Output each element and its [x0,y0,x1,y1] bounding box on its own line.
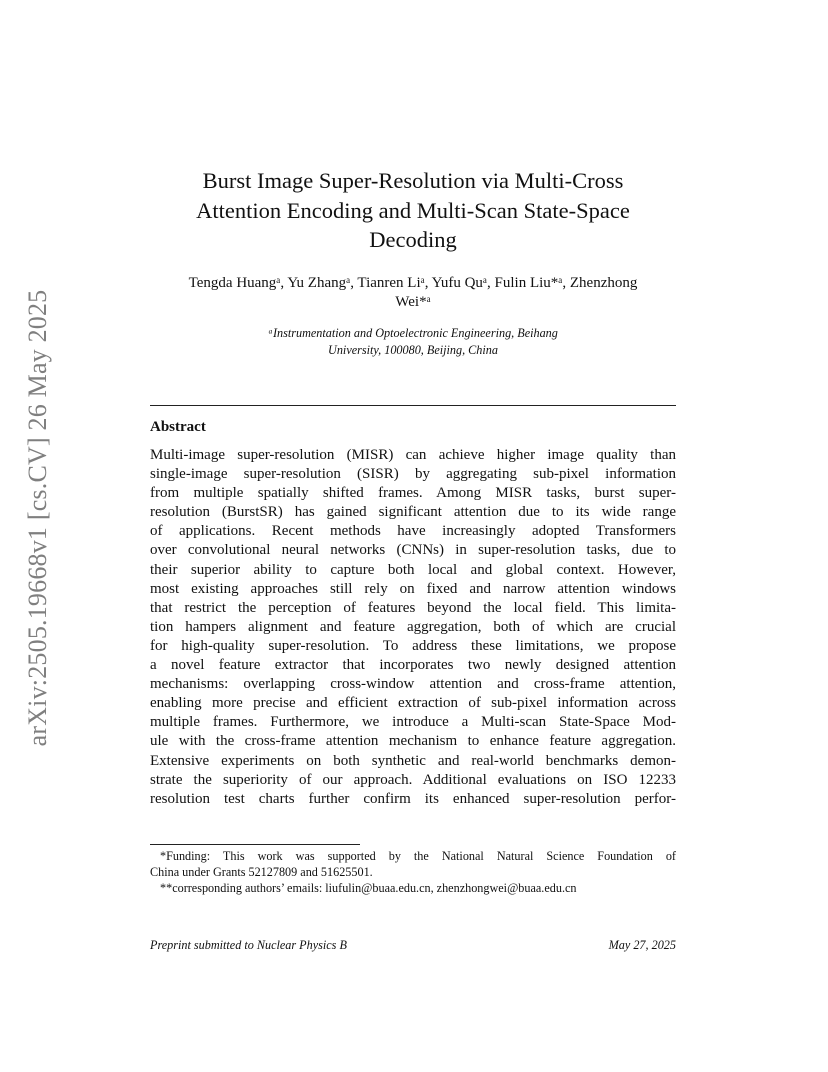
arxiv-identifier: arXiv:2505.19668v1 [cs.CV] 26 May 2025 [23,289,52,747]
affiliation-line: University, 100080, Beijing, China [328,343,498,357]
abstract-line: resolution (BurstSR) has gained significant attention due to its wide range [150,504,676,521]
abstract-line: of applications. Recent methods have increasingly adopted Transformers [150,523,676,540]
author-line: Tengda Huangᵃ, Yu Zhangᵃ, Tianren Liᵃ, Yufu Quᵃ, Fulin Liu*ᵃ, Zhenzhong [188,275,638,291]
author-line: Wei*ᵃ [395,294,431,310]
affiliation [150,325,676,359]
title-line: Attention Encoding and Multi-Scan State-Space [196,197,630,223]
footer-journal: Preprint submitted to Nuclear Physics B [150,938,347,952]
footer-date: May 27, 2025 [608,938,676,952]
abstract-line: ule with the cross-frame attention mechanism to enhance feature aggregation. [150,733,676,750]
footnote-funding-line: China under Grants 52127809 and 51625501. [150,865,373,879]
footnote-emails: **corresponding authors’ emails: liufulin@buaa.edu.cn, zhenzhongwei@buaa.edu.cn [160,881,577,895]
abstract-top-rule [150,405,676,406]
abstract-line: single-image super-resolution (SISR) by aggregating sub-pixel information [150,466,676,483]
footnote-rule [150,844,360,845]
abstract-line: that restrict the perception of features beyond the local field. This limita- [150,599,676,616]
abstract-line: multiple frames. Furthermore, we introduce a Multi-scan State-Space Mod- [150,714,676,731]
abstract-line: their superior ability to capture both local and global context. However, [150,561,676,578]
abstract-line: mechanisms: overlapping cross-window attention and cross-frame attention, [150,676,676,693]
paper-title [150,166,676,255]
abstract-line: Extensive experiments on both synthetic and real-world benchmarks demon- [150,752,676,769]
abstract-line: enabling more precise and efficient extraction of sub-pixel information across [150,695,676,712]
abstract-line: for high-quality super-resolution. To address these limitations, we propose [150,637,676,654]
title-line: Burst Image Super-Resolution via Multi-Cross [202,168,624,193]
author-list [150,274,676,312]
affiliation-line: ᵃInstrumentation and Optoelectronic Engineering, Beihang [268,326,558,340]
abstract-line: from multiple spatially shifted frames. Among MISR tasks, burst super- [150,485,676,502]
abstract-line: a novel feature extractor that incorporates two newly designed attention [150,657,676,674]
abstract-heading: Abstract [150,419,206,435]
abstract-line: tion hampers alignment and feature aggregation, both of which are crucial [150,618,676,635]
footnote-funding-line: *Funding: This work was supported by the National Natural Science Foundation of [160,849,676,863]
abstract-line: over convolutional neural networks (CNNs) in super-resolution tasks, due to [150,542,676,559]
abstract-line: most existing approaches still rely on fixed and narrow attention windows [150,580,676,597]
footnotes [150,848,676,896]
abstract-body [150,446,676,809]
abstract-line: resolution test charts further confirm its enhanced super-resolution perfor- [150,790,676,807]
title-line: Decoding [369,227,457,252]
abstract-line: strate the superiority of our approach. Additional evaluations on ISO 12233 [150,771,676,788]
page-footer [150,938,676,953]
abstract-line: Multi-image super-resolution (MISR) can achieve higher image quality than [150,447,676,463]
